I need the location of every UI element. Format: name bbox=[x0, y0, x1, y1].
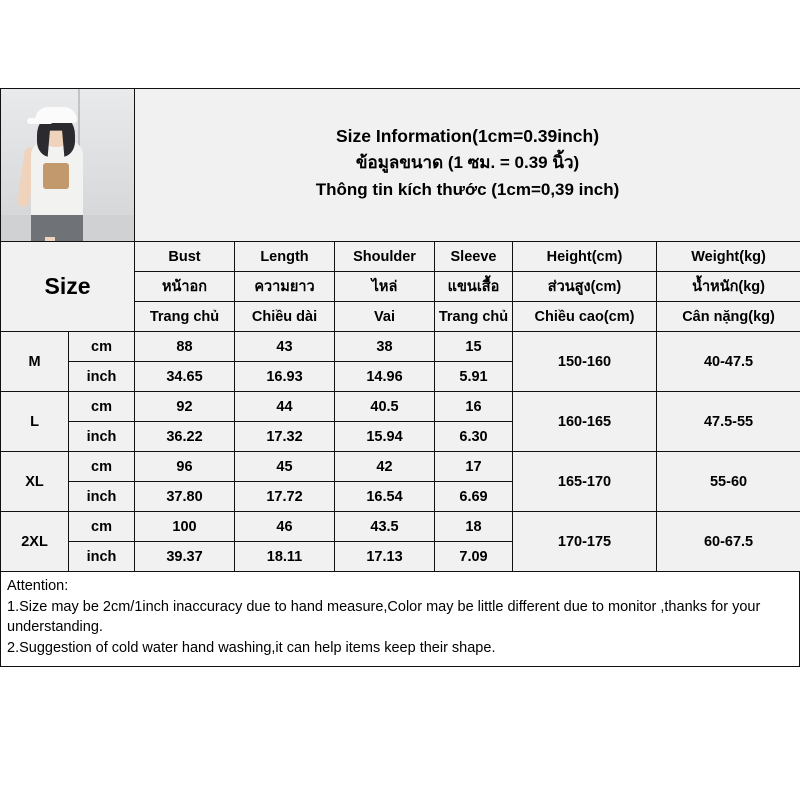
unit-inch: inch bbox=[69, 362, 135, 392]
header-weight-th: น้ำหนัก(kg) bbox=[657, 272, 800, 302]
header-sleeve-en: Sleeve bbox=[435, 242, 513, 272]
cell-xl-cm-length: 45 bbox=[235, 452, 335, 482]
table-row bbox=[1, 332, 800, 362]
cell-l-cm-shoulder: 40.5 bbox=[335, 392, 435, 422]
cell-xl-inch-shoulder: 16.54 bbox=[335, 482, 435, 512]
cell-l-inch-shoulder: 15.94 bbox=[335, 422, 435, 452]
cell-2xl-inch-shoulder: 17.13 bbox=[335, 542, 435, 572]
header-length-th: ความยาว bbox=[235, 272, 335, 302]
unit-inch: inch bbox=[69, 422, 135, 452]
attention-line-1: 1.Size may be 2cm/1inch inaccuracy due to hand measure,Color may be little different due to monitor ,thanks for your understanding. bbox=[7, 598, 761, 636]
header-length-vi: Chiều dài bbox=[235, 302, 335, 332]
header-weight-en: Weight(kg) bbox=[657, 242, 800, 272]
cell-m-cm-bust: 88 bbox=[135, 332, 235, 362]
header-bust-en: Bust bbox=[135, 242, 235, 272]
cell-2xl-cm-shoulder: 43.5 bbox=[335, 512, 435, 542]
cell-m-cm-length: 43 bbox=[235, 332, 335, 362]
cell-xl-cm-sleeve: 17 bbox=[435, 452, 513, 482]
header-bust-vi: Trang chủ bbox=[135, 302, 235, 332]
size-chart-table bbox=[0, 88, 800, 572]
cell-m-cm-shoulder: 38 bbox=[335, 332, 435, 362]
title-line-th: ข้อมูลขนาด (1 ซม. = 0.39 นิ้ว) bbox=[355, 153, 580, 173]
cell-xl-cm-bust: 96 bbox=[135, 452, 235, 482]
cell-2xl-height: 170-175 bbox=[513, 512, 657, 572]
table-row bbox=[1, 452, 800, 482]
size-header-cell: Size bbox=[1, 242, 135, 332]
cell-xl-cm-shoulder: 42 bbox=[335, 452, 435, 482]
cell-l-inch-bust: 36.22 bbox=[135, 422, 235, 452]
cell-2xl-inch-bust: 39.37 bbox=[135, 542, 235, 572]
cell-2xl-inch-length: 18.11 bbox=[235, 542, 335, 572]
cell-xl-inch-sleeve: 6.69 bbox=[435, 482, 513, 512]
header-height-vi: Chiều cao(cm) bbox=[513, 302, 657, 332]
cell-l-cm-sleeve: 16 bbox=[435, 392, 513, 422]
attention-line-2: 2.Suggestion of cold water hand washing,it can help items keep their shape. bbox=[7, 639, 496, 656]
cell-l-inch-sleeve: 6.30 bbox=[435, 422, 513, 452]
attention-block bbox=[0, 572, 800, 667]
header-weight-vi: Cân nặng(kg) bbox=[657, 302, 800, 332]
cell-m-height: 150-160 bbox=[513, 332, 657, 392]
cell-2xl-cm-bust: 100 bbox=[135, 512, 235, 542]
attention-heading: Attention: bbox=[7, 578, 69, 594]
header-sleeve-th: แขนเสื้อ bbox=[435, 272, 513, 302]
cell-m-inch-shoulder: 14.96 bbox=[335, 362, 435, 392]
header-shoulder-th: ไหล่ bbox=[335, 272, 435, 302]
cell-l-cm-bust: 92 bbox=[135, 392, 235, 422]
unit-inch: inch bbox=[69, 482, 135, 512]
row-size-m: M bbox=[1, 332, 69, 392]
cell-l-cm-length: 44 bbox=[235, 392, 335, 422]
unit-cm: cm bbox=[69, 512, 135, 542]
cell-m-weight: 40-47.5 bbox=[657, 332, 800, 392]
header-sleeve-vi: Trang chủ bbox=[435, 302, 513, 332]
cell-m-cm-sleeve: 15 bbox=[435, 332, 513, 362]
title-line-vi: Thông tin kích thước (1cm=0,39 inch) bbox=[315, 179, 620, 199]
header-shoulder-vi: Vai bbox=[335, 302, 435, 332]
cell-xl-inch-bust: 37.80 bbox=[135, 482, 235, 512]
product-photo bbox=[1, 89, 135, 242]
cell-xl-height: 165-170 bbox=[513, 452, 657, 512]
cell-m-inch-length: 16.93 bbox=[235, 362, 335, 392]
cell-2xl-cm-sleeve: 18 bbox=[435, 512, 513, 542]
unit-cm: cm bbox=[69, 392, 135, 422]
title-block bbox=[135, 89, 800, 242]
row-size-xl: XL bbox=[1, 452, 69, 512]
size-chart-page bbox=[0, 88, 800, 667]
unit-inch: inch bbox=[69, 542, 135, 572]
cell-xl-weight: 55-60 bbox=[657, 452, 800, 512]
header-height-en: Height(cm) bbox=[513, 242, 657, 272]
unit-cm: cm bbox=[69, 332, 135, 362]
cell-m-inch-sleeve: 5.91 bbox=[435, 362, 513, 392]
table-row bbox=[1, 512, 800, 542]
cell-l-inch-length: 17.32 bbox=[235, 422, 335, 452]
row-size-l: L bbox=[1, 392, 69, 452]
cell-2xl-weight: 60-67.5 bbox=[657, 512, 800, 572]
header-shoulder-en: Shoulder bbox=[335, 242, 435, 272]
column-header-en bbox=[1, 242, 800, 272]
cell-xl-inch-length: 17.72 bbox=[235, 482, 335, 512]
table-row bbox=[1, 392, 800, 422]
header-row bbox=[1, 89, 800, 242]
header-length-en: Length bbox=[235, 242, 335, 272]
cell-l-weight: 47.5-55 bbox=[657, 392, 800, 452]
unit-cm: cm bbox=[69, 452, 135, 482]
header-height-th: ส่วนสูง(cm) bbox=[513, 272, 657, 302]
cell-2xl-cm-length: 46 bbox=[235, 512, 335, 542]
row-size-2xl: 2XL bbox=[1, 512, 69, 572]
cell-l-height: 160-165 bbox=[513, 392, 657, 452]
title-line-en: Size Information(1cm=0.39inch) bbox=[336, 126, 600, 147]
cell-2xl-inch-sleeve: 7.09 bbox=[435, 542, 513, 572]
header-bust-th: หน้าอก bbox=[135, 272, 235, 302]
cell-m-inch-bust: 34.65 bbox=[135, 362, 235, 392]
